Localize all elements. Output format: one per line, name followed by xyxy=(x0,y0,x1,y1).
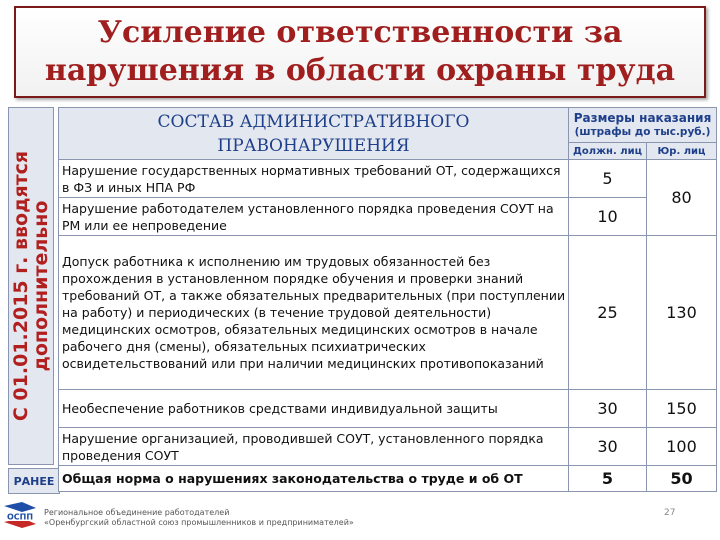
row-description: Нарушение государственных нормативных требований ОТ, содержащихся в ФЗ и иных НПА РФ xyxy=(59,160,569,198)
title-line-2: нарушения в области охраны труда xyxy=(44,53,676,88)
sizes-header-line-1: Размеры наказания xyxy=(573,111,712,125)
ospp-logo xyxy=(2,500,38,534)
composition-header xyxy=(59,108,569,160)
table-row-general xyxy=(59,466,717,492)
row-officials-fine: 30 xyxy=(569,390,647,428)
row-legal-fine: 150 xyxy=(647,390,717,428)
page-number: 27 xyxy=(664,508,676,518)
footer-text xyxy=(44,508,354,528)
table-row xyxy=(59,236,717,390)
row-officials-fine: 5 xyxy=(569,466,647,492)
penalties-table xyxy=(58,107,717,492)
row-legal-fine: 80 xyxy=(647,160,717,236)
composition-header-line-1: СОСТАВ АДМИНИСТРАТИВНОГО xyxy=(157,111,470,132)
title-line-1: Усиление ответственности за xyxy=(97,15,623,50)
row-officials-fine: 25 xyxy=(569,236,647,390)
row-legal-fine: 50 xyxy=(647,466,717,492)
table-row xyxy=(59,160,717,198)
row-description: Допуск работника к исполнению им трудовых обязанностей без прохождения в установленном порядке обучения и проверки знаний требований ОТ, а также обязательных предварительных (при поступлении на работу) и периодических (в течение трудовой деятельности) медицинских осмотров, обязательных медицинских осмотров в начале рабочего дня (смены), обязательных психиатрических освидетельствований или при наличии медицинских противопоказаний xyxy=(59,236,569,390)
table-row xyxy=(59,198,717,236)
row-officials-fine: 5 xyxy=(569,160,647,198)
row-description: Необеспечение работников средствами индивидуальной защиты xyxy=(59,390,569,428)
table-row xyxy=(59,390,717,428)
logo-text: ОСПП xyxy=(6,512,34,522)
row-description: Общая норма о нарушениях законодательства о труде и об ОТ xyxy=(59,466,569,492)
sidebar-label: С 01.01.2015 г. вводятся дополнительно xyxy=(10,150,52,422)
footer-line-2: «Оренбургский областной союз промышленников и предпринимателей» xyxy=(44,518,354,527)
column-header-officials: Должн. лиц xyxy=(569,143,647,160)
sizes-header-line-2: (штрафы до тыс.руб.) xyxy=(574,126,711,138)
footer-line-1: Региональное объединение работодателей xyxy=(44,508,230,517)
row-legal-fine: 100 xyxy=(647,428,717,466)
row-officials-fine: 10 xyxy=(569,198,647,236)
column-header-legal: Юр. лиц xyxy=(647,143,717,160)
row-description: Нарушение организацией, проводившей СОУТ, установленного порядка проведения СОУТ xyxy=(59,428,569,466)
title-box xyxy=(14,6,706,98)
row-legal-fine: 130 xyxy=(647,236,717,390)
earlier-label: РАНЕЕ xyxy=(8,468,60,494)
sidebar-label-box xyxy=(8,107,54,465)
composition-header-line-2: ПРАВОНАРУШЕНИЯ xyxy=(217,135,410,156)
row-description: Нарушение работодателем установленного порядка проведения СОУТ на РМ или ее непроведение xyxy=(59,198,569,236)
table-row xyxy=(59,428,717,466)
sizes-header xyxy=(569,108,717,143)
row-officials-fine: 30 xyxy=(569,428,647,466)
